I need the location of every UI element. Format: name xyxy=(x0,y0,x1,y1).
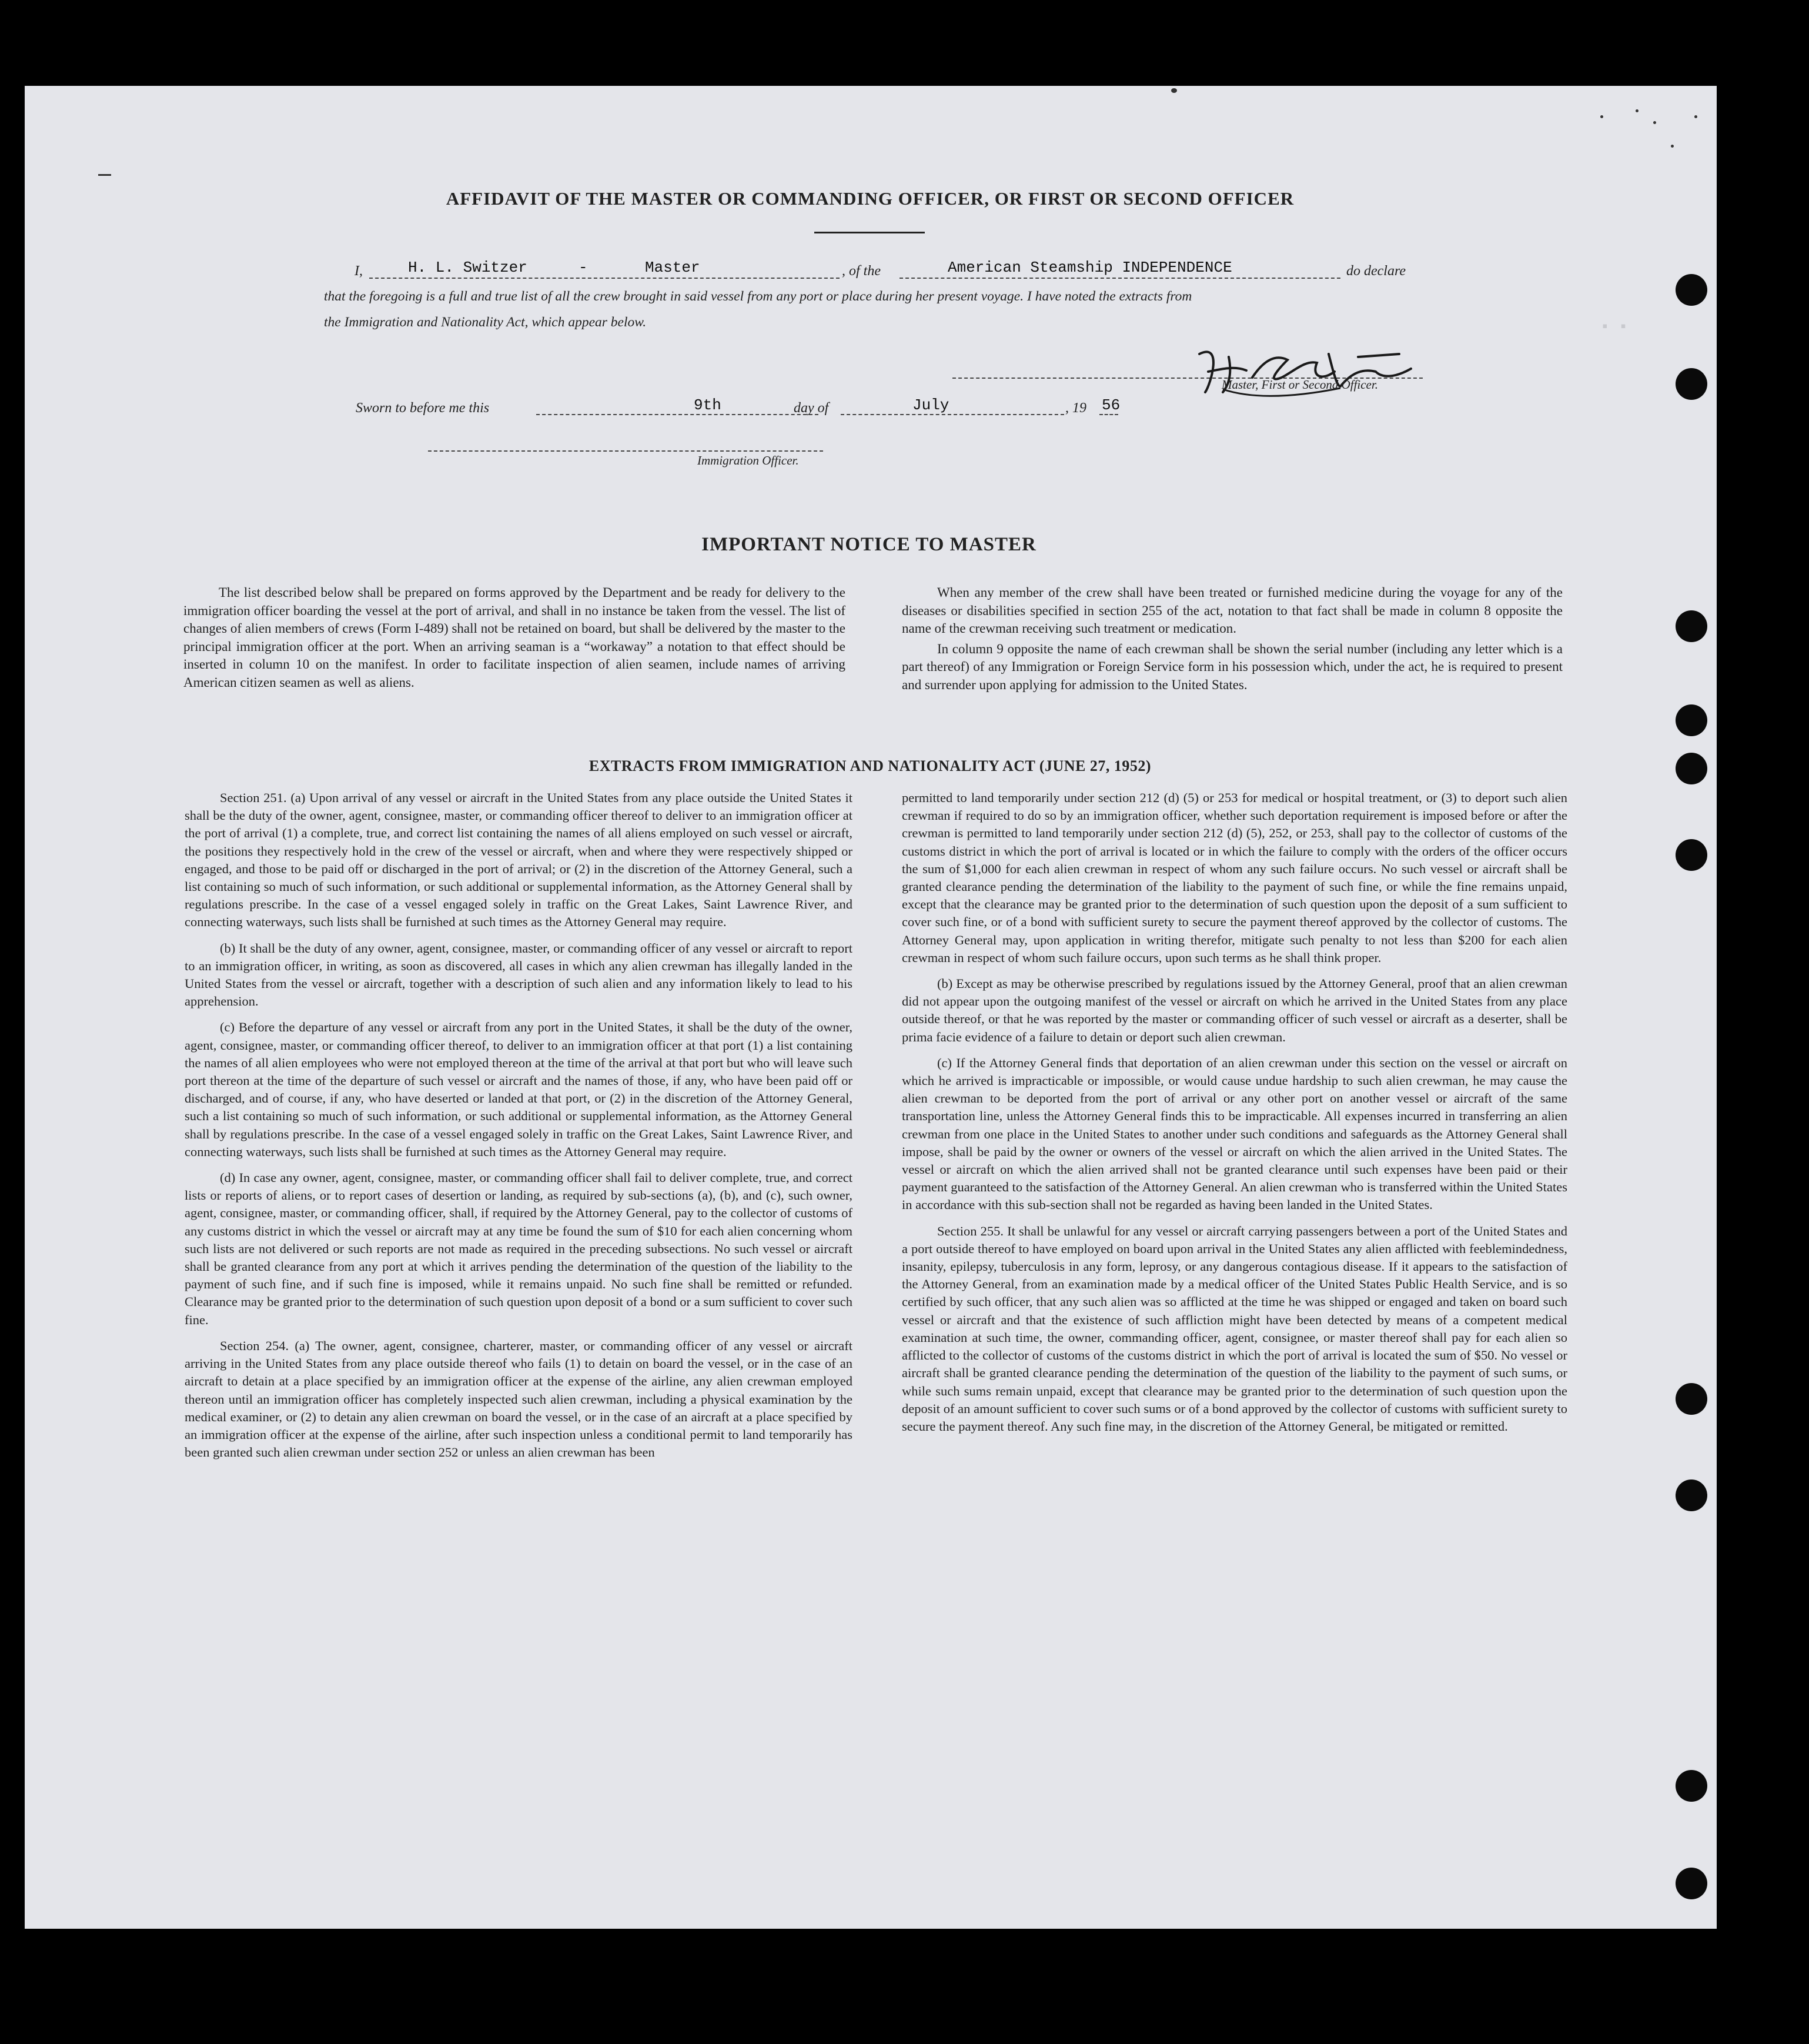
name-dash: - xyxy=(579,259,588,276)
notice-paragraph: When any member of the crew shall have been treated or furnished medicine during the voyage for any of the diseases or disabilities specified in section 255 of the act, notation to that fact shall be made in column 8 opposite the name of the crewman receiving such treatment or medication. xyxy=(902,585,1563,636)
master-rank: Master xyxy=(645,259,700,276)
name-blank xyxy=(369,278,840,279)
speck xyxy=(1653,121,1656,124)
section-251c: (c) Before the departure of any vessel or aircraft from any port in the United States, it shall be the duty of the owner, agent, consignee, master, or commanding officer thereof, to deliver to an immigration officer at that port (1) a list containing the names of all alien employees who were not employed thereon at the time of the arrival at that port but who will leave such port thereon at the time of the departure of such vessel or aircraft and the names of those, if any, who have been paid off or discharged, and of course, if any, who have deserted or landed at that port, or (2) in the discretion of the Attorney General, such a list containing so much of such information, or such additional or supplemental information, as the Attorney General shall by regulations prescribe. In the case of a vessel engaged solely in traffic on the Great Lakes, Saint Lawrence River, and connecting waterways, such lists shall be furnished at such times as the Attorney General may require. xyxy=(185,1020,852,1159)
vessel-name: American Steamship INDEPENDENCE xyxy=(948,259,1232,276)
punch-hole xyxy=(1676,368,1707,400)
notice-paragraph: In column 9 opposite the name of each crewman shall be shown the serial number (including any letter which is a part thereof) of any Immigration or Foreign Service form in his possession which, under the act, he is required to present and surrender upon applying for admission to the United States. xyxy=(902,641,1563,692)
section-251a: Section 251. (a) Upon arrival of any vessel or aircraft in the United States from any place outside the United States it shall be the duty of the owner, agent, consignee, master, or commanding officer thereof to deliver to an immigration officer at the port of arrival (1) a complete, true, and correct list containing the names of all aliens employed on such vessel or aircraft, the positions they respectively hold in the crew of the vessel or aircraft, when and where they were respectively shipped or engaged, and those to be paid off or discharged in the port of arrival; or (2) in the discretion of the Attorney General, such a list containing so much of such information, or such additional or supplemental information, as the Attorney General shall by regulations prescribe. In the case of a vessel engaged solely in traffic on the Great Lakes, Saint Lawrence River, and connecting waterways, such lists shall be furnished at such times as the Attorney General may require. xyxy=(185,790,852,930)
vessel-blank xyxy=(900,278,1340,279)
officer-caption: Immigration Officer. xyxy=(697,453,799,467)
sworn-label: Sworn to before me this xyxy=(356,400,490,416)
affidavit-title: AFFIDAVIT OF THE MASTER OR COMMANDING OFFICER, OR FIRST OR SECOND OFFICER xyxy=(446,188,1295,209)
affidavit-statement: that the foregoing is a full and true list of all the crew brought in said vessel from any port or place during her present voyage. I have noted the extracts from xyxy=(324,289,1192,304)
punch-hole xyxy=(1676,839,1707,871)
sworn-month: July xyxy=(912,396,949,414)
notice-title: IMPORTANT NOTICE TO MASTER xyxy=(701,534,1036,555)
punch-hole xyxy=(1676,610,1707,642)
section-255: Section 255. It shall be unlawful for any vessel or aircraft carrying passengers between a port of the United States and a port outside thereof to have employed on board upon arrival in the United States any alien afflicted with feeblemindedness, insanity, epilepsy, tuberculosis in any form, leprosy, or any dangerous contagious disease. If it appears to the satisfaction of the Attorney General, from an examination made by a medical officer of the United States Public Health Service, and is so certified by such officer, that any such alien was so afflicted at the time he was shipped or engaged and taken on board such vessel or aircraft and that the existence of such affliction might have been detected by means of a competent medical examination at such time, the owner, commanding officer, agent, consignee, or master thereof shall pay for each alien so afflicted to the collector of customs of the customs district in which the port of arrival is located the sum of $50. No vessel or aircraft shall be granted clearance pending the determination of the question of the liability to the payment of such sums, or while such sums remain unpaid, except that clearance may be granted prior to the determination of such question upon the deposit of an amount sufficient to cover such sums or of a bond approved by the collector of customs with sufficient surety to secure the payment thereof. Any such fine may, in the discretion of the Attorney General, be mitigated or remitted. xyxy=(902,1223,1567,1434)
signature-caption: Master, First or Second Officer. xyxy=(1222,378,1378,392)
title-rule xyxy=(814,232,925,233)
year-prefix: , 19 xyxy=(1065,400,1086,416)
sworn-year: 56 xyxy=(1102,396,1121,414)
master-name: H. L. Switzer xyxy=(408,259,527,276)
section-254c: (c) If the Attorney General finds that deportation of an alien crewman under this section on the vessel or aircraft on which he arrived is impracticable or impossible, or would cause undue hardship to such alien crewman, he may cause the alien crewman to be deported from the port of arrival or any other port on another vessel or aircraft of the same transportation line, unless the Attorney General finds this to be impracticable. All expenses incurred in transferring an alien crewman from one place in the United States to another under such conditions and safeguards as the Attorney General shall impose, shall be paid by the owner or owners of the vessel or aircraft on which the alien arrived in the United States. The vessel or aircraft on which the alien arrived shall not be granted clearance until such expenses have been paid or their payment guaranteed to the satisfaction of the Attorney General. An alien crewman who is transferred within the United States in accordance with this sub-section shall not be regarded as having been landed in the United States. xyxy=(902,1055,1567,1213)
bleed-through-mark: ▪ ▪ xyxy=(1600,318,1628,336)
sworn-day: 9th xyxy=(694,396,721,414)
affidavit-statement-cont: the Immigration and Nationality Act, which appear below. xyxy=(324,315,647,330)
punch-hole xyxy=(1676,1479,1707,1511)
extracts-right-column xyxy=(902,789,1567,1444)
punch-hole xyxy=(1676,1868,1707,1899)
declare-label: do declare xyxy=(1346,263,1406,279)
speck xyxy=(98,174,111,176)
day-of-label: day of xyxy=(794,400,829,416)
extracts-title: EXTRACTS FROM IMMIGRATION AND NATIONALITY ACT (JUNE 27, 1952) xyxy=(588,757,1152,774)
speck xyxy=(1171,88,1177,93)
section-251b: (b) It shall be the duty of any owner, agent, consignee, master, or commanding officer of any vessel or aircraft to report to an immigration officer, in writing, as soon as discovered, all cases in which any alien crewman has illegally landed in the United States from the vessel or aircraft, together with a description of such alien and any information likely to lead to his apprehension. xyxy=(185,940,852,1009)
section-254b: (b) Except as may be otherwise prescribed by regulations issued by the Attorney General, proof that an alien crewman did not appear upon the outgoing manifest of the vessel or aircraft on which he arrived in the United States from any place outside thereof, or that he was reported by the master or commanding officer of such vessel or aircraft as a deserter, shall be prima facie evidence of a failure to detain or deport such alien crewman. xyxy=(902,976,1567,1044)
extracts-left-column xyxy=(185,789,852,1469)
day-blank xyxy=(536,414,818,415)
officer-signature-line xyxy=(428,450,823,452)
i-label: I, xyxy=(355,263,363,279)
punch-hole xyxy=(1676,274,1707,306)
notice-right-column xyxy=(902,584,1563,696)
section-254a-cont: permitted to land temporarily under section 212 (d) (5) or 253 for medical or hospital treatment, or (3) to deport such alien crewman if required to do so by an immigration officer, whether such deportation requirement is imposed before or after the crewman is permitted to land temporarily under section 212 (d) (5), 252, or 253, shall pay to the collector of customs of the customs district in which the port of arrival is located or in which the failure to comply with the orders of the officer occurs the sum of $1,000 for each alien crewman in respect of whom any such failure occurs. No such vessel or aircraft shall be granted clearance pending the determination of the liability to the payment of such fine, or while the fine remains unpaid, except that the clearance may be granted prior to the determination of such question upon the deposit of a sum sufficient to cover such fine, or of a bond with sufficient surety to secure the payment thereof approved by the collector of customs. The Attorney General may, upon application in writing therefor, mitigate such penalty to not less than $200 for each alien crewman in respect of whom such failure occurs, upon such terms as he shall think proper. xyxy=(902,790,1567,965)
notice-paragraph: The list described below shall be prepared on forms approved by the Department and be ready for delivery to the immigration officer boarding the vessel at the port of arrival, and shall in no instance be taken from the vessel. The list of changes of alien members of crews (Form I-489) shall not be retained on board, but shall be delivered by the master to the principal immigration officer at the port. When an arriving seaman is a “workaway” a notation to that effect should be inserted in column 10 on the manifest. In order to facilitate inspection of alien seamen, include names of arriving American citizen seamen as well as aliens. xyxy=(183,585,845,690)
month-blank xyxy=(841,414,1064,415)
of-the-label: , of the xyxy=(842,263,881,279)
punch-hole xyxy=(1676,1770,1707,1802)
section-254a: Section 254. (a) The owner, agent, consignee, charterer, master, or commanding officer of any vessel or aircraft arriving in the United States from any place outside thereof who fails (1) to detain on board the vessel, or in the case of an aircraft to detain at a place specified by an immigration officer at the expense of the airline, any alien crewman employed thereon until an immigration officer has completely inspected such alien crewman, including a physical examination by the medical examiner, or (2) to detain any alien crewman on board the vessel, or in the case of an aircraft at a place specified by an immigration officer at the expense of the airline, after such inspection unless a conditional permit to land temporarily has been granted such alien crewman under section 252 or unless an alien crewman has been xyxy=(185,1338,852,1460)
year-blank xyxy=(1099,414,1118,415)
speck xyxy=(1636,109,1639,112)
punch-hole xyxy=(1676,704,1707,736)
section-251d: (d) In case any owner, agent, consignee, master, or commanding officer shall fail to deliver complete, true, and correct lists or reports of aliens, or to report cases of desertion or landing, as required by sub-sections (a), (b), and (c), such owner, agent, consignee, master, or commanding officer, shall, if required by the Attorney General, pay to the collector of customs of any customs district in which the vessel or aircraft may at any time be found the sum of $10 for each alien concerning whom such lists are not delivered or such reports are not made as required in the preceding subsections. No such vessel or aircraft shall be granted clearance from any port at which it arrives pending the determination of the question of the liability to the payment of such fine, and if such fine is imposed, while it remains unpaid. No such fine shall be remitted or refunded. Clearance may be granted prior to the determination of such question upon deposit of a bond or a sum sufficient to cover such fine. xyxy=(185,1170,852,1327)
speck xyxy=(1671,145,1674,148)
speck xyxy=(1600,115,1603,118)
speck xyxy=(1694,115,1697,118)
notice-left-column xyxy=(183,584,845,694)
punch-hole xyxy=(1676,1383,1707,1415)
